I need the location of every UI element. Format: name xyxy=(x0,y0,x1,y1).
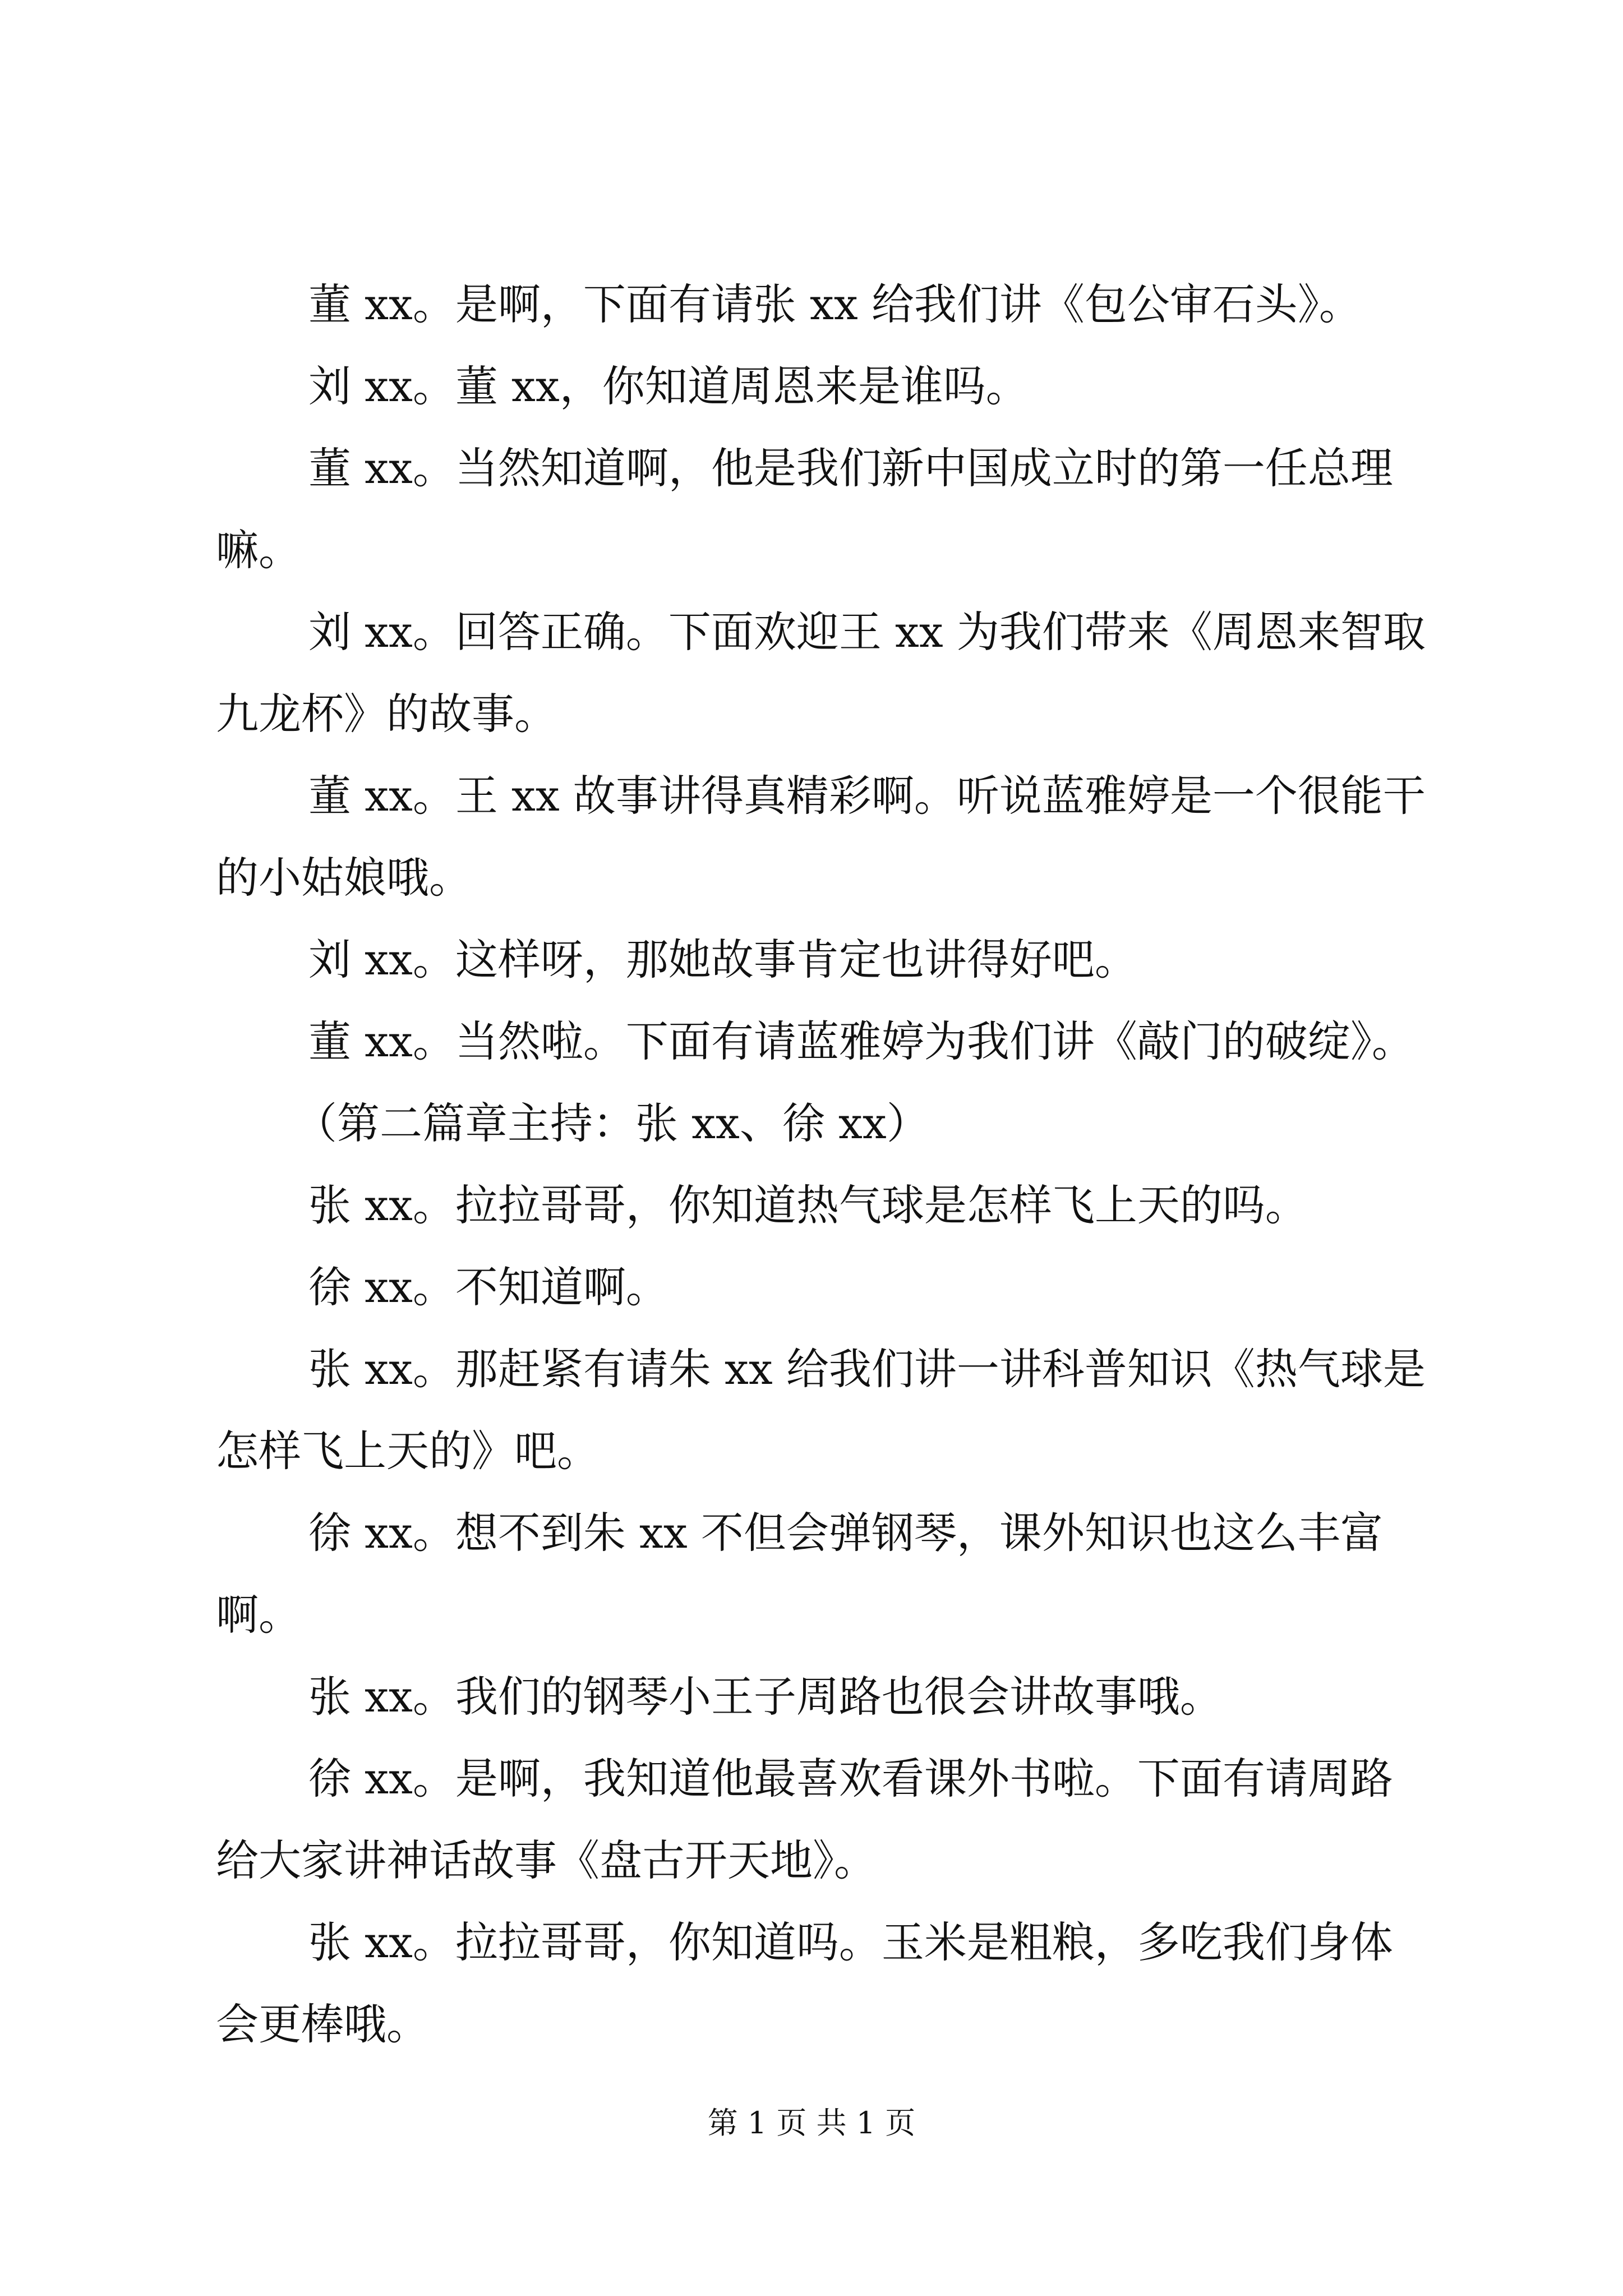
paragraph: 张 xx。那赶紧有请朱 xx 给我们讲一讲科普知识《热气球是怎样飞上天的》吧。 xyxy=(216,1344,1426,1476)
page-footer: 第 1 页 共 1 页 xyxy=(707,2105,916,2141)
paragraph: 董 xx。当然啦。下面有请蓝雅婷为我们讲《敲门的破绽》。 xyxy=(308,1016,1414,1066)
paragraph: 徐 xx。不知道啊。 xyxy=(308,1262,668,1312)
paragraph: 徐 xx。是啊，我知道他最喜欢看课外书啦。下面有请周路给大家讲神话故事《盘古开天地》。 xyxy=(216,1754,1393,1885)
paragraph: 张 xx。我们的钢琴小王子周路也很会讲故事哦。 xyxy=(308,1672,1223,1722)
paragraph: 刘 xx。董 xx，你知道周恩来是谁吗。 xyxy=(308,361,1029,411)
paragraph: 董 xx。王 xx 故事讲得真精彩啊。听说蓝雅婷是一个很能干的小姑娘哦。 xyxy=(216,771,1426,903)
paragraph: 张 xx。拉拉哥哥，你知道热气球是怎样飞上天的吗。 xyxy=(308,1180,1308,1230)
document-body xyxy=(216,264,1427,2065)
paragraph: 刘 xx。这样呀，那她故事肯定也讲得好吧。 xyxy=(308,935,1137,984)
paragraph: 刘 xx。回答正确。下面欢迎王 xx 为我们带来《周恩来智取九龙杯》的故事。 xyxy=(216,607,1426,739)
paragraph: 董 xx。当然知道啊，他是我们新中国成立时的第一任总理嘛。 xyxy=(216,443,1393,575)
paragraph: 张 xx。拉拉哥哥，你知道吗。玉米是粗粮，多吃我们身体会更棒哦。 xyxy=(216,1917,1393,2049)
section-note: （第二篇章主持：张 xx、徐 xx） xyxy=(294,1098,929,1148)
paragraph: 徐 xx。想不到朱 xx 不但会弹钢琴，课外知识也这么丰富啊。 xyxy=(216,1508,1383,1640)
paragraph: 董 xx。是啊，下面有请张 xx 给我们讲《包公审石头》。 xyxy=(308,279,1362,329)
